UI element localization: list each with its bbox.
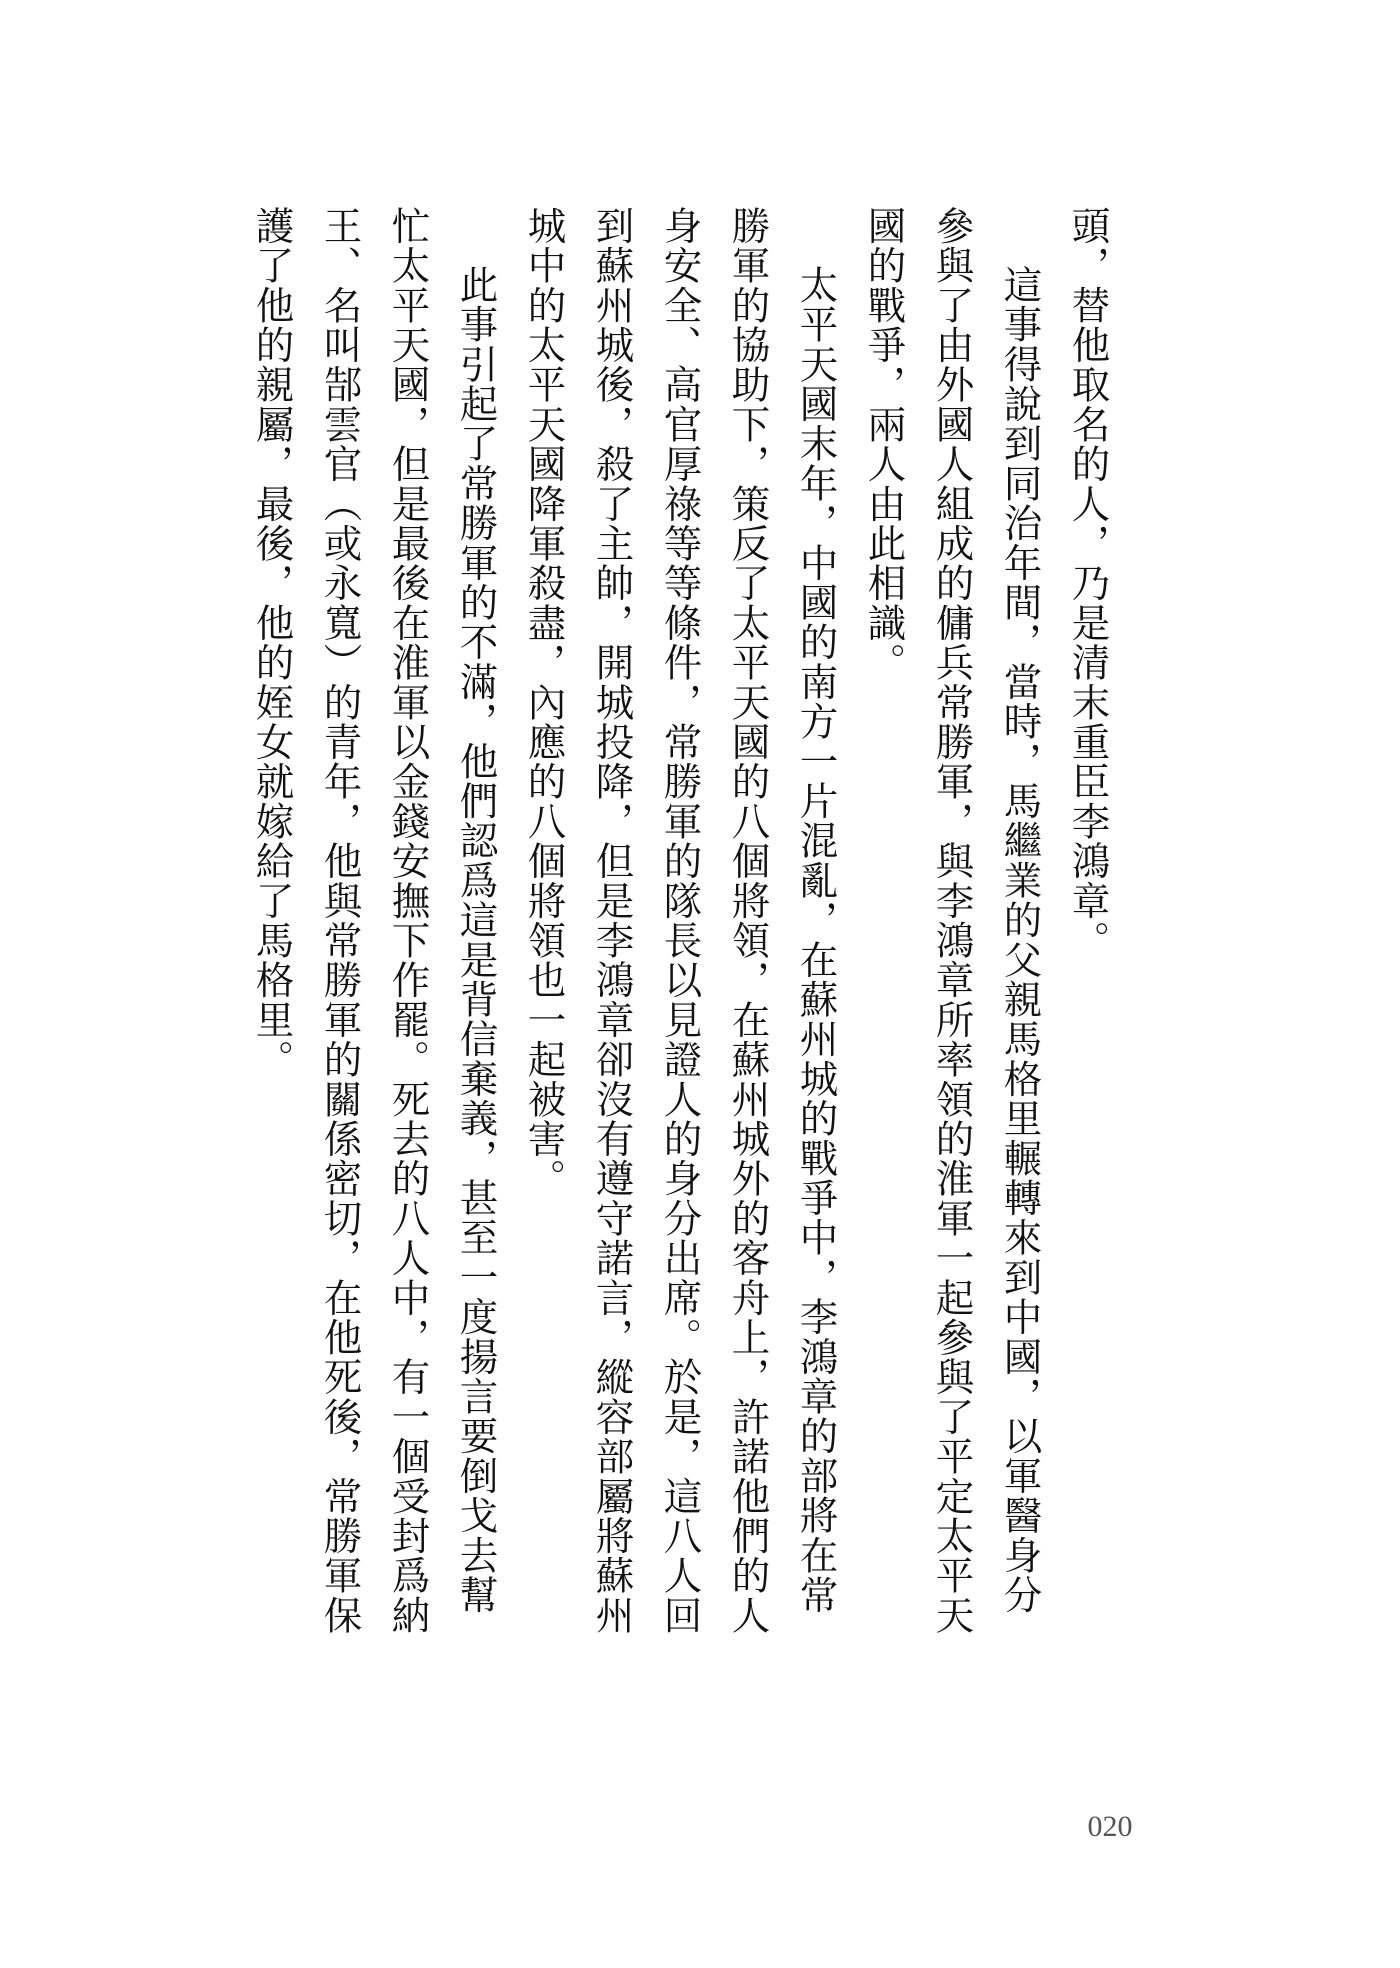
text-column-12: 王、名叫郜雲官（或永寬）的青年，他與常勝軍的關係密切，在他死後，常勝軍保 xyxy=(317,206,363,1636)
text-column-6: 勝軍的協助下，策反了太平天國的八個將領，在蘇州城外的客舟上，許諾他們的人 xyxy=(725,206,771,1636)
text-column-8: 到蘇州城後，殺了主帥，開城投降，但是李鴻章卻沒有遵守諾言，縱容部屬將蘇州 xyxy=(589,206,635,1636)
text-column-4: 國的戰爭，兩人由此相識。 xyxy=(861,206,907,683)
page-number: 020 xyxy=(1087,1810,1133,1843)
text-column-3: 參與了由外國人組成的傭兵常勝軍，與李鴻章所率領的淮軍一起參與了平定太平天 xyxy=(929,206,975,1636)
text-column-10: 此事引起了常勝軍的不滿，他們認爲這是背信棄義，甚至一度揚言要倒戈去幫 xyxy=(453,265,499,1615)
text-column-9: 城中的太平天國降軍殺盡，內應的八個將領也一起被害。 xyxy=(521,206,567,1199)
text-column-1: 頭，替他取名的人，乃是清末重臣李鴻章。 xyxy=(1065,206,1111,961)
text-column-5: 太平天國末年，中國的南方一片混亂，在蘇州城的戰爭中，李鴻章的部將在常 xyxy=(793,265,839,1615)
text-column-13: 護了他的親屬，最後，他的姪女就嫁給了馬格里。 xyxy=(249,206,295,1080)
text-column-11: 忙太平天國，但是最後在淮軍以金錢安撫下作罷。死去的八人中，有一個受封爲納 xyxy=(385,206,431,1636)
text-column-7: 身安全、高官厚祿等等條件，常勝軍的隊長以見證人的身分出席。於是，這八人回 xyxy=(657,206,703,1636)
text-column-2: 這事得說到同治年間，當時，馬繼業的父親馬格里輾轉來到中國，以軍醫身分 xyxy=(997,265,1043,1615)
